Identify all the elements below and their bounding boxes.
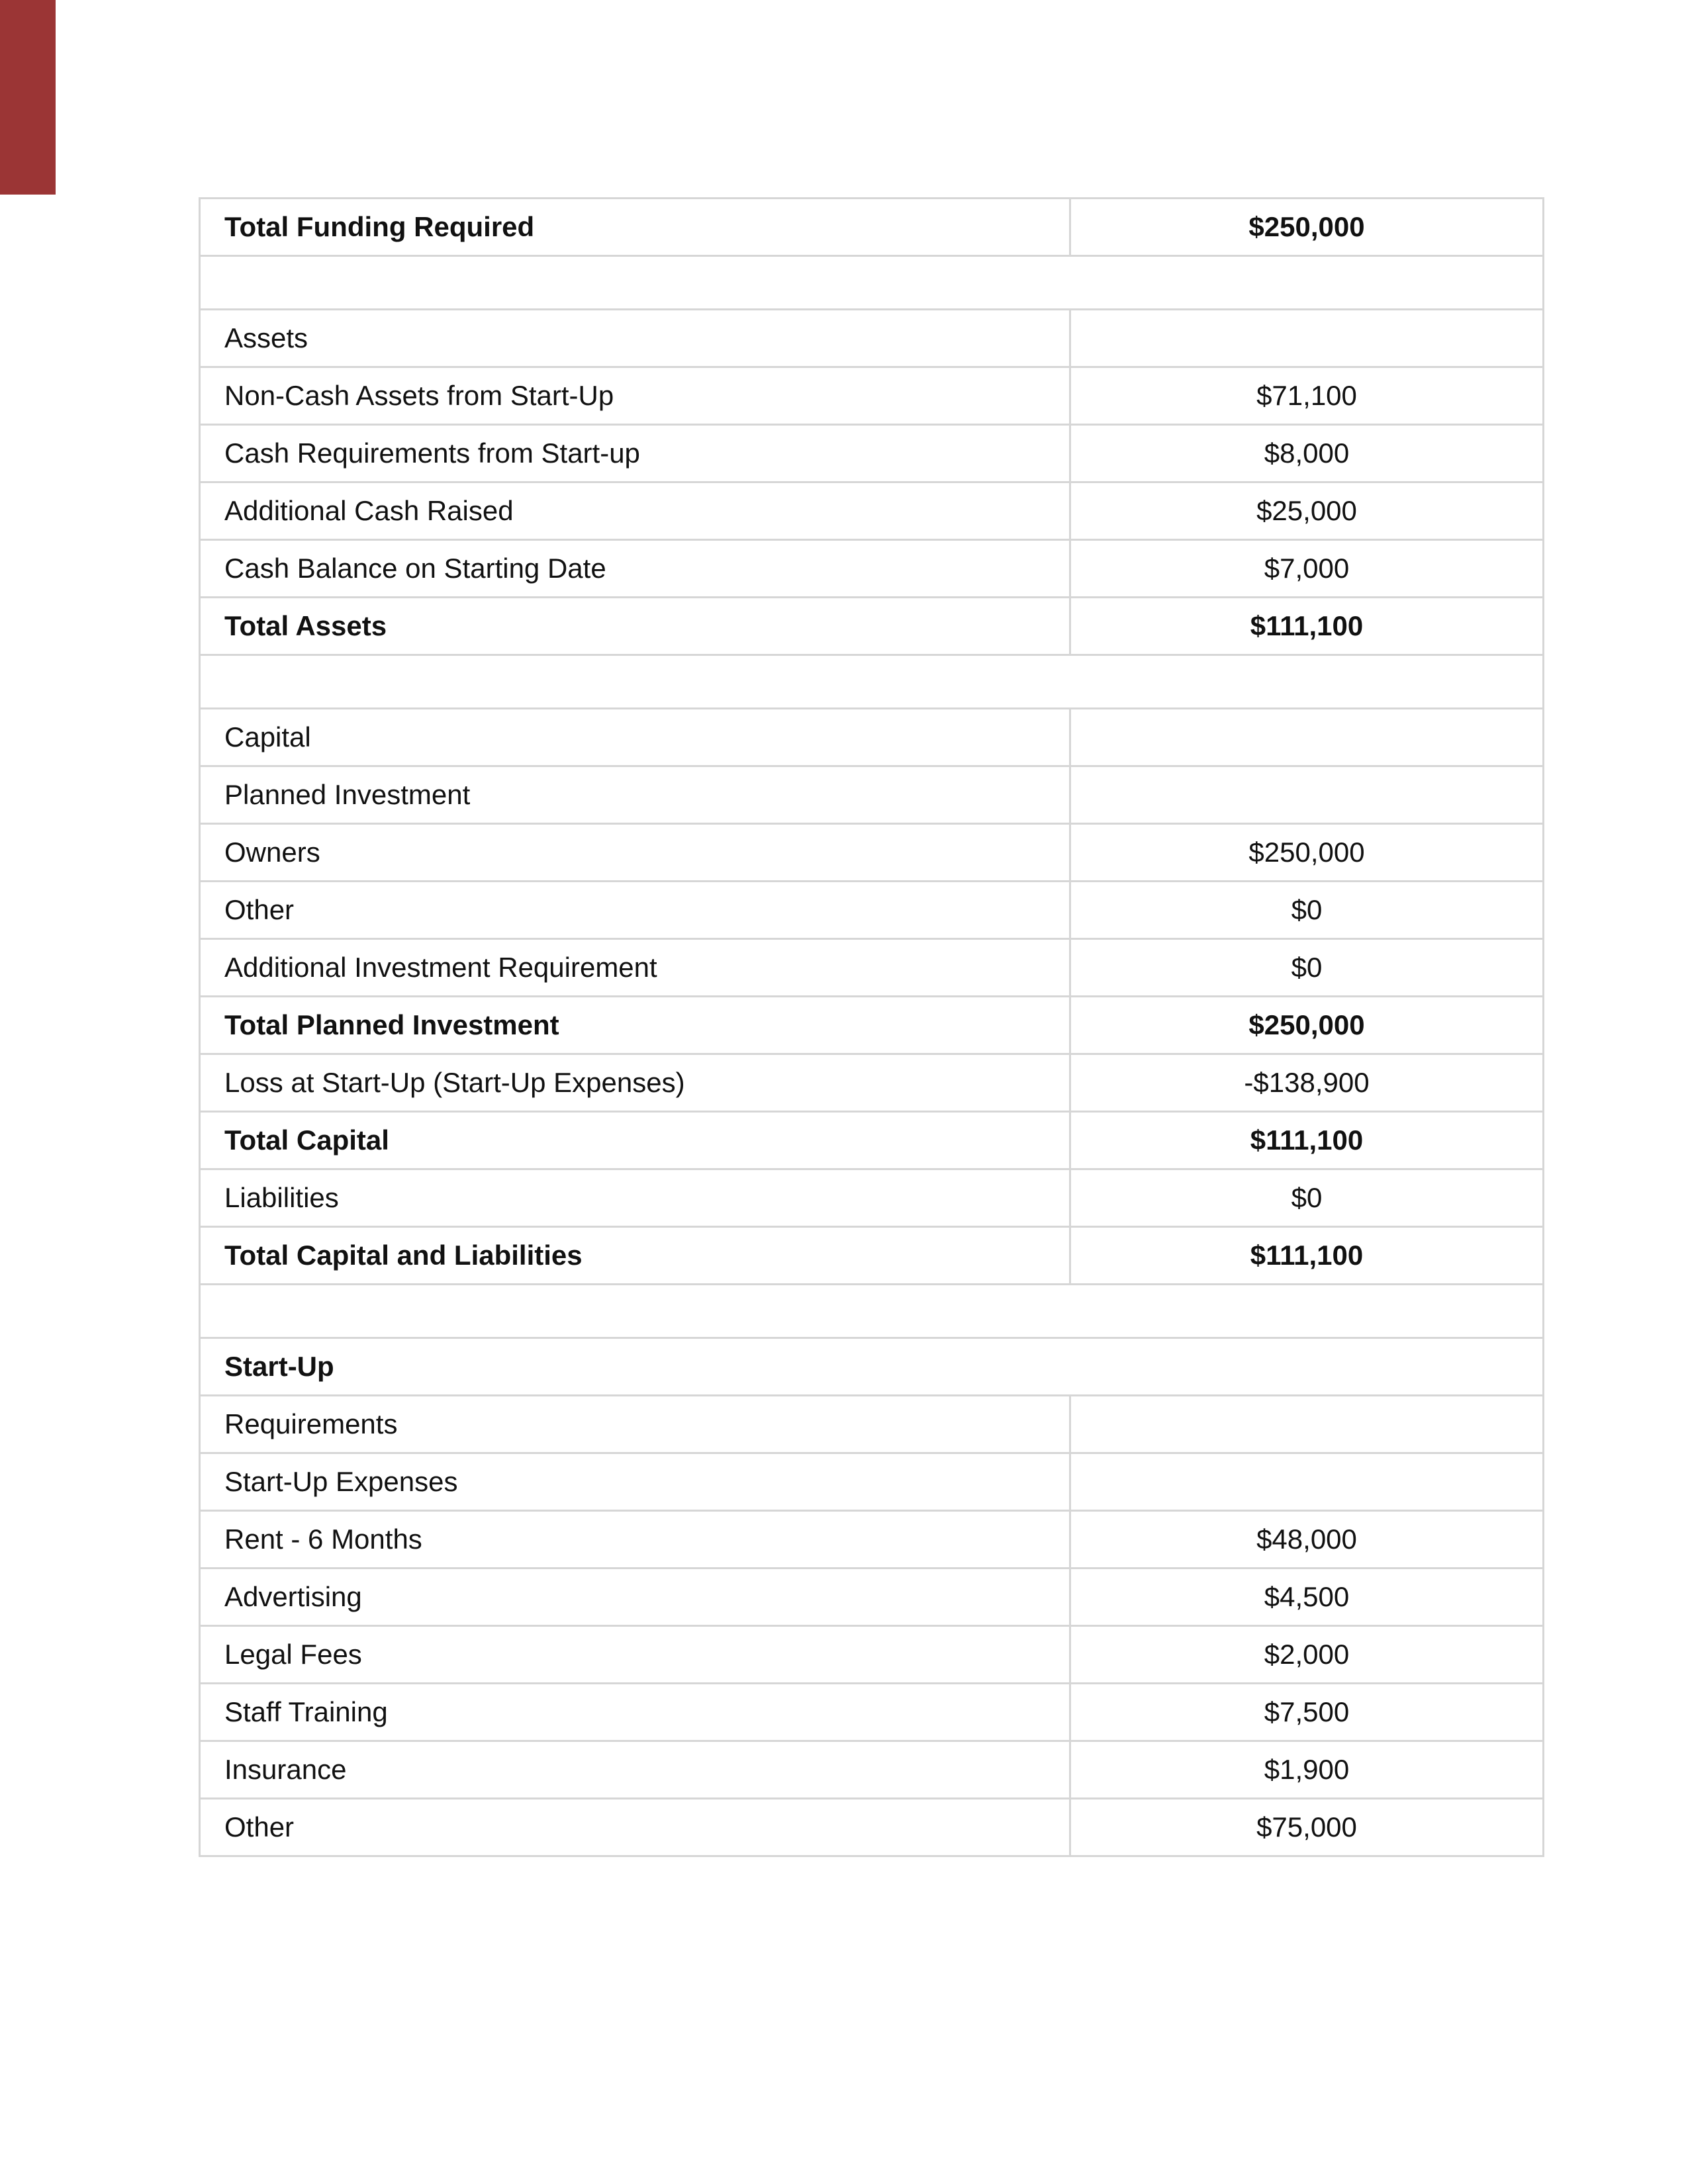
total-capital-and-liabilities-value: $111,100 bbox=[1070, 1227, 1544, 1285]
startup-heading: Start-Up bbox=[200, 1338, 1544, 1396]
table-row bbox=[200, 1799, 1544, 1856]
table-row-total-capital bbox=[200, 1112, 1544, 1169]
empty-value-cell bbox=[1070, 310, 1544, 367]
table-row-total-assets bbox=[200, 598, 1544, 655]
total-capital-value: $111,100 bbox=[1070, 1112, 1544, 1169]
capital-heading: Capital bbox=[200, 709, 1070, 766]
table-row-spacer bbox=[200, 1285, 1544, 1338]
table-row bbox=[200, 425, 1544, 482]
table-row-total-funding-required bbox=[200, 199, 1544, 256]
table-row-planned-investment-heading bbox=[200, 766, 1544, 824]
row-label: Advertising bbox=[200, 1569, 1070, 1626]
spacer-cell bbox=[200, 655, 1544, 709]
liabilities-label: Liabilities bbox=[200, 1169, 1070, 1227]
total-assets-value: $111,100 bbox=[1070, 598, 1544, 655]
row-value: $0 bbox=[1070, 882, 1544, 939]
table-row bbox=[200, 482, 1544, 540]
row-value: $25,000 bbox=[1070, 482, 1544, 540]
row-value: $2,000 bbox=[1070, 1626, 1544, 1684]
table-row-requirements-heading bbox=[200, 1396, 1544, 1453]
table-row-spacer bbox=[200, 256, 1544, 310]
table-row bbox=[200, 1626, 1544, 1684]
empty-value-cell bbox=[1070, 709, 1544, 766]
table-row-spacer bbox=[200, 655, 1544, 709]
empty-value-cell bbox=[1070, 766, 1544, 824]
requirements-heading: Requirements bbox=[200, 1396, 1070, 1453]
row-label: Owners bbox=[200, 824, 1070, 882]
liabilities-value: $0 bbox=[1070, 1169, 1544, 1227]
startup-funding-table bbox=[199, 197, 1544, 1857]
row-label: Non-Cash Assets from Start-Up bbox=[200, 367, 1070, 425]
table-row bbox=[200, 1741, 1544, 1799]
table-row bbox=[200, 367, 1544, 425]
row-label: Additional Cash Raised bbox=[200, 482, 1070, 540]
row-value: $7,500 bbox=[1070, 1684, 1544, 1741]
loss-at-startup-label: Loss at Start-Up (Start-Up Expenses) bbox=[200, 1054, 1070, 1112]
table-row-assets-heading bbox=[200, 310, 1544, 367]
table-row-startup-heading bbox=[200, 1338, 1544, 1396]
spacer-cell bbox=[200, 256, 1544, 310]
table-row bbox=[200, 1569, 1544, 1626]
table-row-total-planned-investment bbox=[200, 997, 1544, 1054]
row-label: Insurance bbox=[200, 1741, 1070, 1799]
row-value: $7,000 bbox=[1070, 540, 1544, 598]
row-label: Legal Fees bbox=[200, 1626, 1070, 1684]
row-value: $250,000 bbox=[1070, 824, 1544, 882]
row-label: Rent - 6 Months bbox=[200, 1511, 1070, 1569]
row-label: Cash Requirements from Start-up bbox=[200, 425, 1070, 482]
empty-value-cell bbox=[1070, 1396, 1544, 1453]
total-planned-investment-label: Total Planned Investment bbox=[200, 997, 1070, 1054]
spacer-cell bbox=[200, 1285, 1544, 1338]
row-value: $48,000 bbox=[1070, 1511, 1544, 1569]
table-row bbox=[200, 939, 1544, 997]
table-row-startup-expenses-heading bbox=[200, 1453, 1544, 1511]
table-row bbox=[200, 540, 1544, 598]
table-row bbox=[200, 1684, 1544, 1741]
row-value: $8,000 bbox=[1070, 425, 1544, 482]
total-capital-and-liabilities-label: Total Capital and Liabilities bbox=[200, 1227, 1070, 1285]
table-row-total-capital-and-liabilities bbox=[200, 1227, 1544, 1285]
table-row-liabilities bbox=[200, 1169, 1544, 1227]
total-capital-label: Total Capital bbox=[200, 1112, 1070, 1169]
total-funding-required-value: $250,000 bbox=[1070, 199, 1544, 256]
total-assets-label: Total Assets bbox=[200, 598, 1070, 655]
table-row bbox=[200, 824, 1544, 882]
loss-at-startup-value: -$138,900 bbox=[1070, 1054, 1544, 1112]
row-value: $1,900 bbox=[1070, 1741, 1544, 1799]
row-label: Staff Training bbox=[200, 1684, 1070, 1741]
planned-investment-heading: Planned Investment bbox=[200, 766, 1070, 824]
total-funding-required-label: Total Funding Required bbox=[200, 199, 1070, 256]
row-value: $4,500 bbox=[1070, 1569, 1544, 1626]
row-value: $0 bbox=[1070, 939, 1544, 997]
accent-bar bbox=[0, 0, 56, 195]
table-row-capital-heading bbox=[200, 709, 1544, 766]
row-label: Cash Balance on Starting Date bbox=[200, 540, 1070, 598]
row-label: Additional Investment Requirement bbox=[200, 939, 1070, 997]
row-value: $71,100 bbox=[1070, 367, 1544, 425]
total-planned-investment-value: $250,000 bbox=[1070, 997, 1544, 1054]
assets-heading: Assets bbox=[200, 310, 1070, 367]
startup-expenses-heading: Start-Up Expenses bbox=[200, 1453, 1070, 1511]
table-row bbox=[200, 1511, 1544, 1569]
empty-value-cell bbox=[1070, 1453, 1544, 1511]
row-label: Other bbox=[200, 1799, 1070, 1856]
table-row-loss-at-startup bbox=[200, 1054, 1544, 1112]
table-row bbox=[200, 882, 1544, 939]
row-value: $75,000 bbox=[1070, 1799, 1544, 1856]
startup-funding-table-wrapper bbox=[199, 197, 1515, 1857]
row-label: Other bbox=[200, 882, 1070, 939]
